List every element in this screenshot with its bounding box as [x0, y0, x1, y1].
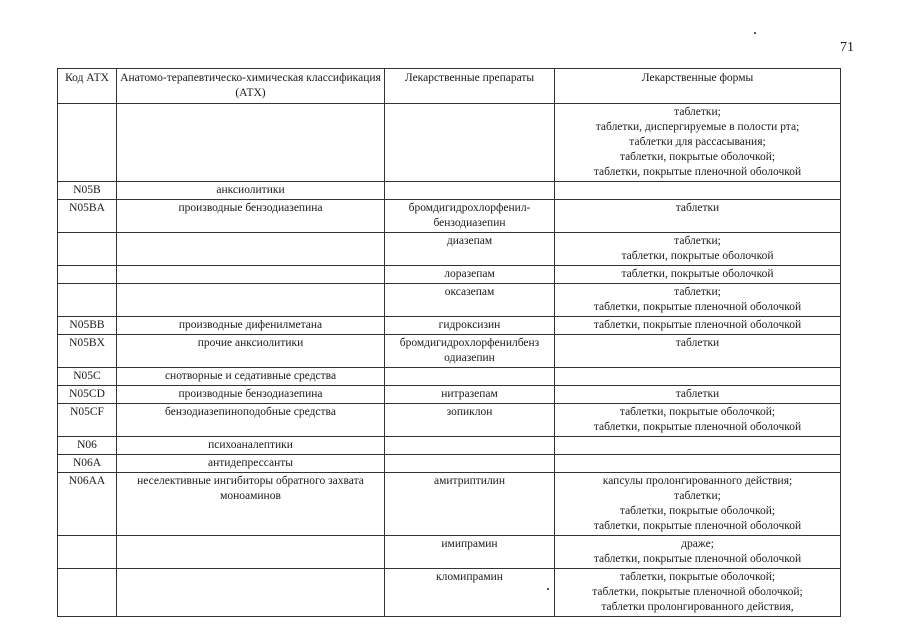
dosage-form-line: таблетки, покрытые оболочкой; — [619, 151, 776, 163]
table-row — [58, 335, 841, 368]
table-row — [58, 404, 841, 437]
cell-forms — [555, 200, 841, 233]
table-row — [58, 266, 841, 284]
cell-code: N05CF — [58, 404, 117, 437]
cell-code: N05BA — [58, 200, 117, 233]
cell-forms — [555, 437, 841, 455]
cell-code: N05CD — [58, 386, 117, 404]
header-classification: Анатомо-терапевтическо-химическая классификация (АТХ) — [117, 69, 385, 104]
dosage-form-line: драже; — [681, 538, 714, 550]
table-row — [58, 437, 841, 455]
dosage-form-line: таблетки; — [674, 490, 721, 502]
cell-drug: кломипрамин — [385, 569, 555, 617]
dosage-form-line: таблетки, покрытые пленочной оболочкой — [593, 301, 802, 313]
cell-drug — [385, 437, 555, 455]
cell-code: N06 — [58, 437, 117, 455]
cell-code — [58, 233, 117, 266]
cell-drug: бромдигидрохлорфенил-бензодиазепин — [385, 200, 555, 233]
cell-forms — [555, 569, 841, 617]
cell-drug — [385, 368, 555, 386]
dosage-form-line: таблетки, покрытые пленочной оболочкой — [593, 553, 802, 565]
cell-classification: бензодиазепиноподобные средства — [117, 404, 385, 437]
cell-drug: диазепам — [385, 233, 555, 266]
dosage-form-line: таблетки пролонгированного действия, — [601, 601, 794, 613]
cell-classification — [117, 284, 385, 317]
table-row — [58, 569, 841, 617]
dosage-form-line: таблетки, покрытые пленочной оболочкой — [593, 421, 802, 433]
table-row — [58, 200, 841, 233]
scan-speck — [754, 32, 756, 34]
cell-drug — [385, 104, 555, 182]
cell-forms — [555, 182, 841, 200]
cell-classification: антидепрессанты — [117, 455, 385, 473]
cell-classification — [117, 104, 385, 182]
cell-classification — [117, 266, 385, 284]
atx-table — [57, 68, 841, 617]
table-row — [58, 473, 841, 536]
cell-code — [58, 284, 117, 317]
cell-code: N05BX — [58, 335, 117, 368]
dosage-form-line: таблетки — [675, 388, 720, 400]
header-forms: Лекарственные формы — [555, 69, 841, 104]
cell-classification — [117, 536, 385, 569]
cell-forms — [555, 233, 841, 266]
dosage-form-line: таблетки, покрытые пленочной оболочкой; — [592, 586, 803, 598]
cell-drug: бромдигидрохлорфенилбенз одиазепин — [385, 335, 555, 368]
table-row — [58, 317, 841, 335]
cell-code — [58, 266, 117, 284]
table-row — [58, 104, 841, 182]
table-header-row — [58, 69, 841, 104]
cell-forms — [555, 386, 841, 404]
header-drugs: Лекарственные препараты — [385, 69, 555, 104]
dosage-form-line: капсулы пролонгированного действия; — [602, 475, 793, 487]
table-row — [58, 182, 841, 200]
cell-classification: производные бензодиазепина — [117, 200, 385, 233]
cell-forms — [555, 104, 841, 182]
cell-forms — [555, 317, 841, 335]
cell-classification: снотворные и седативные средства — [117, 368, 385, 386]
dosage-form-line: таблетки; — [674, 235, 721, 247]
cell-drug: оксазепам — [385, 284, 555, 317]
cell-drug — [385, 182, 555, 200]
cell-code: N05C — [58, 368, 117, 386]
header-code: Код АТХ — [58, 69, 117, 104]
dosage-form-line: таблетки; — [674, 106, 721, 118]
cell-drug: зопиклон — [385, 404, 555, 437]
dosage-form-line: таблетки — [675, 337, 720, 349]
cell-code: N06A — [58, 455, 117, 473]
cell-classification: производные дифенилметана — [117, 317, 385, 335]
cell-forms — [555, 284, 841, 317]
cell-forms — [555, 404, 841, 437]
cell-forms — [555, 473, 841, 536]
table-row — [58, 536, 841, 569]
dosage-form-line: таблетки; — [674, 286, 721, 298]
dosage-form-line: таблетки, покрытые оболочкой — [621, 268, 774, 280]
cell-code: N06AA — [58, 473, 117, 536]
dosage-form-line: таблетки, покрытые пленочной оболочкой — [593, 520, 802, 532]
dosage-form-line: таблетки, покрытые оболочкой; — [619, 505, 776, 517]
table-row — [58, 368, 841, 386]
cell-forms — [555, 368, 841, 386]
table-row — [58, 386, 841, 404]
dosage-form-line: таблетки, покрытые оболочкой; — [619, 406, 776, 418]
dosage-form-line: таблетки, покрытые оболочкой; — [619, 571, 776, 583]
dosage-form-line: таблетки — [675, 202, 720, 214]
cell-drug: нитразепам — [385, 386, 555, 404]
dosage-form-line: таблетки, покрытые оболочкой — [621, 250, 774, 262]
cell-code — [58, 104, 117, 182]
cell-forms — [555, 266, 841, 284]
cell-forms — [555, 455, 841, 473]
dosage-form-line: таблетки, покрытые пленочной оболочкой — [593, 166, 802, 178]
cell-drug: амитриптилин — [385, 473, 555, 536]
cell-forms — [555, 335, 841, 368]
cell-forms — [555, 536, 841, 569]
cell-classification: неселективные ингибиторы обратного захвата моноаминов — [117, 473, 385, 536]
table-body — [58, 104, 841, 617]
cell-classification: производные бензодиазепина — [117, 386, 385, 404]
cell-code — [58, 569, 117, 617]
cell-drug: гидроксизин — [385, 317, 555, 335]
cell-code: N05BB — [58, 317, 117, 335]
table-row — [58, 284, 841, 317]
table-row — [58, 455, 841, 473]
dosage-form-line: таблетки для рассасывания; — [629, 136, 766, 148]
cell-classification — [117, 233, 385, 266]
dosage-form-line: таблетки, диспергируемые в полости рта; — [595, 121, 800, 133]
cell-classification — [117, 569, 385, 617]
cell-drug — [385, 455, 555, 473]
cell-classification: прочие анксиолитики — [117, 335, 385, 368]
cell-code — [58, 536, 117, 569]
cell-drug: имипрамин — [385, 536, 555, 569]
cell-code: N05B — [58, 182, 117, 200]
cell-drug: лоразепам — [385, 266, 555, 284]
page-number: 71 — [840, 40, 854, 55]
cell-classification: анксиолитики — [117, 182, 385, 200]
table-row — [58, 233, 841, 266]
dosage-form-line: таблетки, покрытые пленочной оболочкой — [593, 319, 802, 331]
cell-classification: психоаналептики — [117, 437, 385, 455]
